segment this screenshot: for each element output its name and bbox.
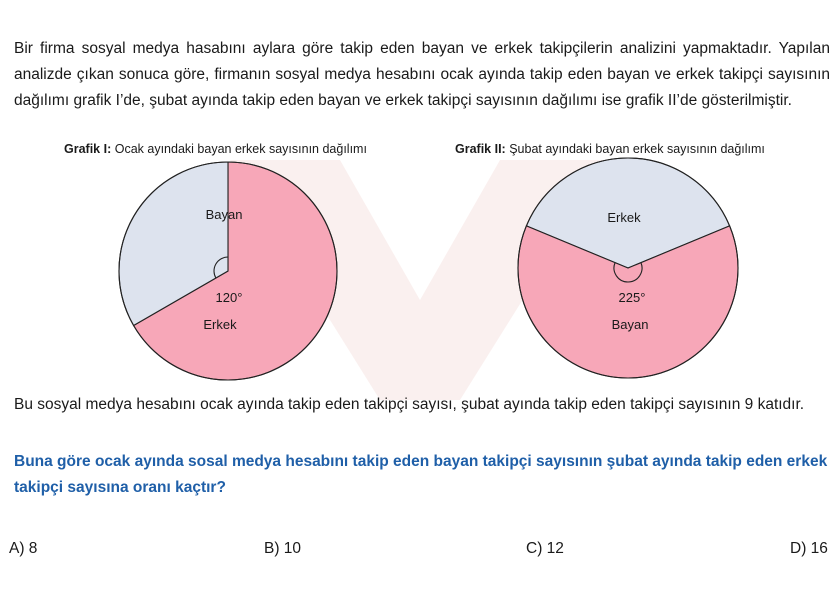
chart-2-title-text: Şubat ayındaki bayan erkek sayısının dağılımı <box>509 142 765 156</box>
pie-chart-2 <box>518 158 738 378</box>
intro-text: Bir firma sosyal medya hasabını aylara göre takip eden bayan ve erkek takipçilerin analizini yapmaktadır. Yapılan analizde çıkan sonuca göre, firmanın sosyal medya hesabını ocak ayında takip eden bayan ve erkek takipçi sayısının dağılımı grafik I’de, şubat ayında takip eden bayan ve erkek takipçi sayısının dağılımı ise grafik II’de gösterilmiştir. <box>14 40 830 109</box>
pie-1-label-bayan: Bayan <box>205 207 243 222</box>
chart-2-title-bold: Grafik II: <box>455 142 506 156</box>
option-c[interactable]: C) 12 <box>526 540 564 557</box>
chart-1-title-bold: Grafik I: <box>64 142 112 156</box>
pie-1-label-erkek: Erkek <box>203 317 237 332</box>
pie-2-label-bayan: Bayan <box>611 317 649 332</box>
question-text: Bu sosyal medya hesabını ocak ayında takip eden takipçi sayısı, şubat ayında takip eden takipçi sayısının 9 katıdır. <box>14 396 805 413</box>
pie-chart-1 <box>119 162 337 380</box>
question-prompt: Buna göre ocak ayında sosal medya hesabını takip eden bayan takipçi sayısının şubat ayında takip eden erkek takipçi sayısına oranı kaçtır? <box>14 453 828 496</box>
chart-1-title-text: Ocak ayındaki bayan erkek sayısının dağılımı <box>114 142 367 156</box>
option-d[interactable]: D) 16 <box>790 540 828 557</box>
pie-1-angle-label: 120° <box>215 290 243 305</box>
option-b[interactable]: B) 10 <box>264 540 302 557</box>
pie-2-label-erkek: Erkek <box>607 210 641 225</box>
pie-2-angle-label: 225° <box>618 290 646 305</box>
option-a[interactable]: A) 8 <box>9 540 38 557</box>
